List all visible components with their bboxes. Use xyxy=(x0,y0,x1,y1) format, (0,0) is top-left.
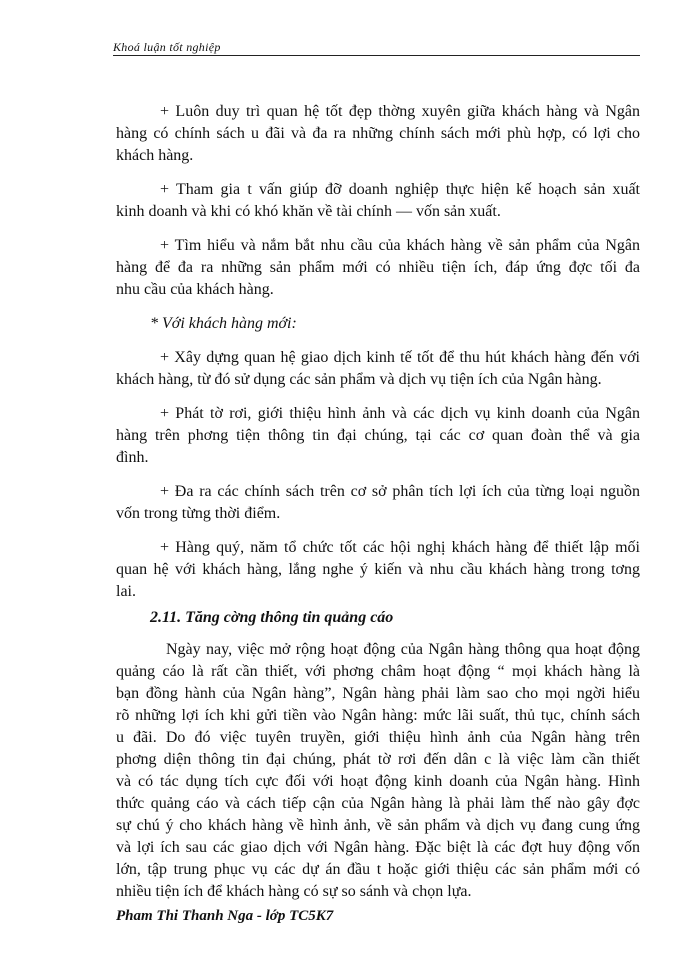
text-line: quan hệ với khách hàng, lắng nghe ý kiến và nhu cầu khách hàng trong tơng xyxy=(116,561,640,578)
paragraph xyxy=(116,403,640,469)
section-heading: 2.11. Tăng cờng thông tin quảng cáo xyxy=(150,609,394,626)
subheading-new-customers: * Với khách hàng mới: xyxy=(150,315,297,332)
text-line: + Tham gia t vấn giúp đỡ doanh nghiệp thực hiện kế hoạch sản xuất xyxy=(160,181,640,198)
text-line: khách hàng, từ đó sử dụng các sản phẩm và dịch vụ tiện ích của Ngân hàng. xyxy=(116,371,602,388)
text-line: + Đa ra các chính sách trên cơ sở phân tích lợi ích của từng loại nguồn xyxy=(160,483,640,500)
text-line: rõ những lợi ích khi gửi tiền vào Ngân hàng: mức lãi suất, thủ tục, chính sách xyxy=(116,707,640,724)
text-line: lớn, tập trung phục vụ các dự án đầu t hoặc giới thiệu các sản phẩm mới có xyxy=(116,861,640,878)
text-line: đình. xyxy=(116,449,149,466)
section-paragraph xyxy=(116,639,640,903)
text-line: nhiều tiện ích để khách hàng có sự so sánh và chọn lựa. xyxy=(116,883,472,900)
text-line: Ngày nay, việc mở rộng hoạt động của Ngân hàng thông qua hoạt động xyxy=(166,641,640,658)
page-body xyxy=(116,101,640,915)
text-line: u đãi. Do đó việc tuyên truyền, giới thiệu hình ảnh của Ngân hàng trên xyxy=(116,729,640,746)
text-line: và có tác dụng tích cực đối với hoạt động kinh doanh của Ngân hàng. Hình xyxy=(116,773,640,790)
text-line: khách hàng. xyxy=(116,147,194,164)
existing-customers-list xyxy=(116,101,640,301)
text-line: hàng để đa ra những sản phẩm mới có nhiều tiện ích, đáp ứng đợc tối đa xyxy=(116,259,640,276)
running-header: Khoá luận tốt nghiệp xyxy=(113,40,640,56)
text-line: + Hàng quý, năm tổ chức tốt các hội nghị khách hàng để thiết lập mối xyxy=(160,539,640,556)
text-line: nhu cầu của khách hàng. xyxy=(116,281,274,298)
text-line: + Xây dựng quan hệ giao dịch kinh tế tốt để thu hút khách hàng đến với xyxy=(160,349,640,366)
text-line: hàng trên phơng tiện thông tin đại chúng, tại các cơ quan đoàn thể và gia xyxy=(116,427,640,444)
paragraph xyxy=(116,481,640,525)
text-line: quảng cáo là rất cần thiết, với phơng châm hoạt động “ mọi khách hàng là xyxy=(116,663,640,680)
text-line: + Tìm hiểu và nắm bắt nhu cầu của khách hàng về sản phẩm của Ngân xyxy=(160,237,640,254)
paragraph xyxy=(116,179,640,223)
page-footer: Pham Thi Thanh Nga - lớp TC5K7 xyxy=(116,908,334,924)
text-line: lai. xyxy=(116,583,136,600)
text-line: + Phát tờ rơi, giới thiệu hình ảnh và các dịch vụ kinh doanh của Ngân xyxy=(160,405,640,422)
paragraph xyxy=(116,101,640,167)
text-line: thức quảng cáo và cách tiếp cận của Ngân hàng là phải làm thế nào gây đợc xyxy=(116,795,640,812)
text-line: + Luôn duy trì quan hệ tốt đẹp thờng xuyên giữa khách hàng và Ngân xyxy=(160,103,640,120)
paragraph xyxy=(116,347,640,391)
paragraph xyxy=(116,537,640,603)
text-line: bạn đồng hành của Ngân hàng”, Ngân hàng phải làm sao cho mọi ngời hiểu xyxy=(116,685,640,702)
new-customers-list xyxy=(116,347,640,603)
text-line: và lợi ích sau các giao dịch với Ngân hàng. Đặc biệt là các đợt huy động vốn xyxy=(116,839,640,856)
text-line: sự chú ý cho khách hàng về hình ảnh, về sản phẩm và dịch vụ đang cung ứng xyxy=(116,817,640,834)
text-line: kinh doanh và khi có khó khăn về tài chính — vốn sản xuất. xyxy=(116,203,501,220)
text-line: phơng diện thông tin đại chúng, phát tờ rơi đến dân c là việc làm cần thiết xyxy=(116,751,640,768)
text-line: vốn trong từng thời điểm. xyxy=(116,505,281,522)
text-line: hàng có chính sách u đãi và đa ra những chính sách mới phù hợp, có lợi cho xyxy=(116,125,640,142)
paragraph xyxy=(116,235,640,301)
